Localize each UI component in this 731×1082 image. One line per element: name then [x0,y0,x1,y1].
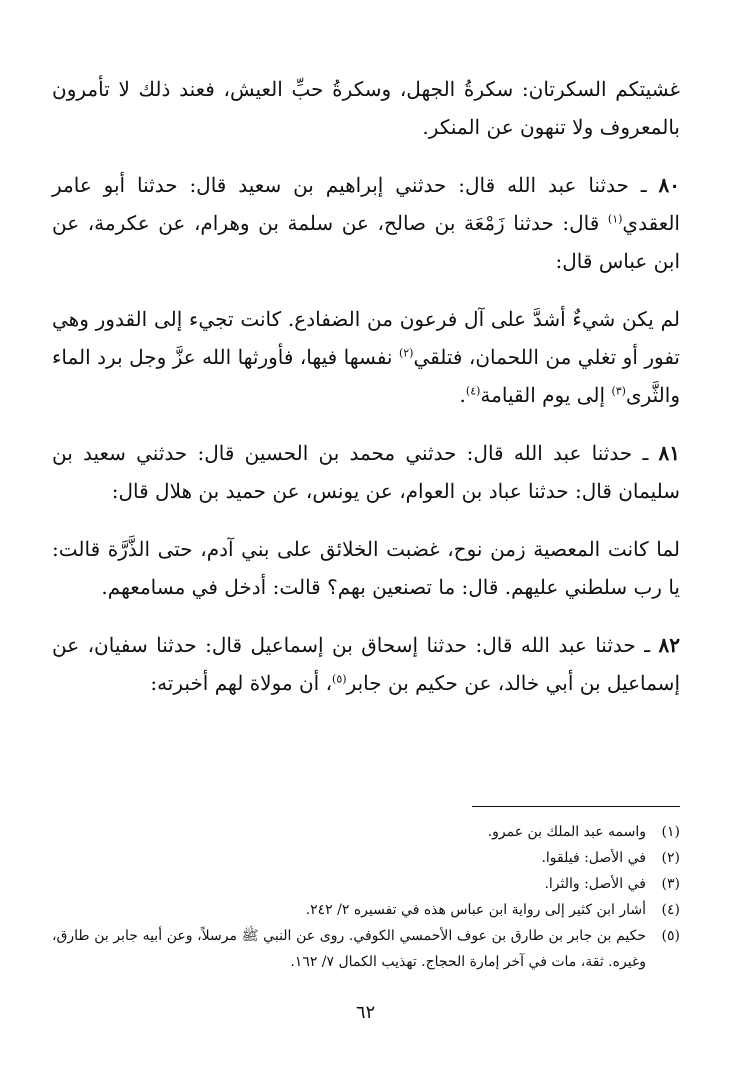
footnote-text: في الأصل: والثرا. [544,876,646,892]
narration-text: . [459,383,466,407]
chain-text: ـ حدثنا عبد الله قال: حدثنا إسحاق بن إسماعيل قال: حدثنا سفيان، عن إسماعيل بن أبي خالد، عن حكيم بن جابر [52,633,680,695]
chain-text: ـ حدثنا عبد الله قال: حدثني إبراهيم بن سعيد قال: حدثنا أبو عامر العقدي [52,173,680,235]
chain-text: ، أن مولاة لهم أخبرته: [150,671,333,695]
footnote-ref-5: (٥) [332,672,347,686]
footnote-text: أشار ابن كثير إلى رواية ابن عباس هذه في تفسيره ٢/ ٢٤٢. [305,902,646,918]
footnote-ref-3: (٣) [611,384,626,398]
footnote-item [52,897,680,923]
hadith-number: ٨٠ [658,173,680,197]
narration-text: نفسها فيها، فأورثها الله عزَّ وجل برد الماء والثَّرى [52,345,680,407]
hadith-number: ٨١ [658,441,680,465]
footnote-number: (٤) [661,902,680,918]
footnote-item [52,871,680,897]
footnote-item [52,845,680,871]
footnote-item [52,819,680,845]
chain-text: قال: حدثنا زَمْعَة بن صالح، عن سلمة بن وهرام، عن عكرمة، عن ابن عباس قال: [52,211,680,273]
footnote-number: (١) [661,824,680,840]
footnote-number: (٢) [661,850,680,866]
footnote-item [52,923,680,975]
hadith-80-text [52,300,680,414]
footnote-text: واسمه عبد الملك بن عمرو. [487,824,646,840]
page-number: ٦٢ [355,1002,376,1023]
footnote-ref-1: (١) [607,212,623,226]
hadith-82-chain [52,626,680,702]
footnote-number: (٣) [661,876,680,892]
footnote-text: في الأصل: فيلقوا. [541,850,646,866]
chain-text: ـ حدثنا عبد الله قال: حدثني محمد بن الحسين قال: حدثني سعيد بن سليمان قال: حدثنا عباد بن العوام، عن يونس، عن حميد بن هلال قال: [52,441,680,503]
intro-paragraph: غشيتكم السكرتان: سكرةُ الجهل، وسكرةُ حبِّ العيش، فعند ذلك لا تأمرون بالمعروف ولا تنهون عن المنكر. [52,77,680,139]
hadith-81-text: لما كانت المعصية زمن نوح، غضبت الخلائق على بني آدم، حتى الذَّرَّة قالت: يا رب سلطني عليهم. قال: ما تصنعين بهم؟ قالت: أدخل في مسامعهم. [52,537,680,599]
narration-text: لم يكن شيءٌ أشدَّ على آل فرعون من الضفادع. كانت تجيء إلى القدور وهي تفور أو تغلي من اللحمان، فتلقي [52,307,680,369]
page-body [52,70,680,702]
hadith-81-chain [52,434,680,510]
footnote-number: (٥) [661,928,680,944]
footnotes [52,806,680,975]
hadith-number: ٨٢ [658,633,680,657]
narration-text: إلى يوم القيامة [480,383,612,407]
footnote-ref-4: (٤) [465,384,481,398]
footnote-divider [472,806,680,807]
hadith-80-chain [52,166,680,280]
footnote-text: حكيم بن جابر بن طارق بن عوف الأحمسي الكوفي. روى عن النبي ﷺ مرسلاً، وعن أبيه جابر بن طارق، وغيره. ثقة، مات في آخر إمارة الحجاج. تهذيب الكمال ٧/ ١٦٢. [52,928,646,970]
footnote-ref-2: (٢) [398,346,414,360]
